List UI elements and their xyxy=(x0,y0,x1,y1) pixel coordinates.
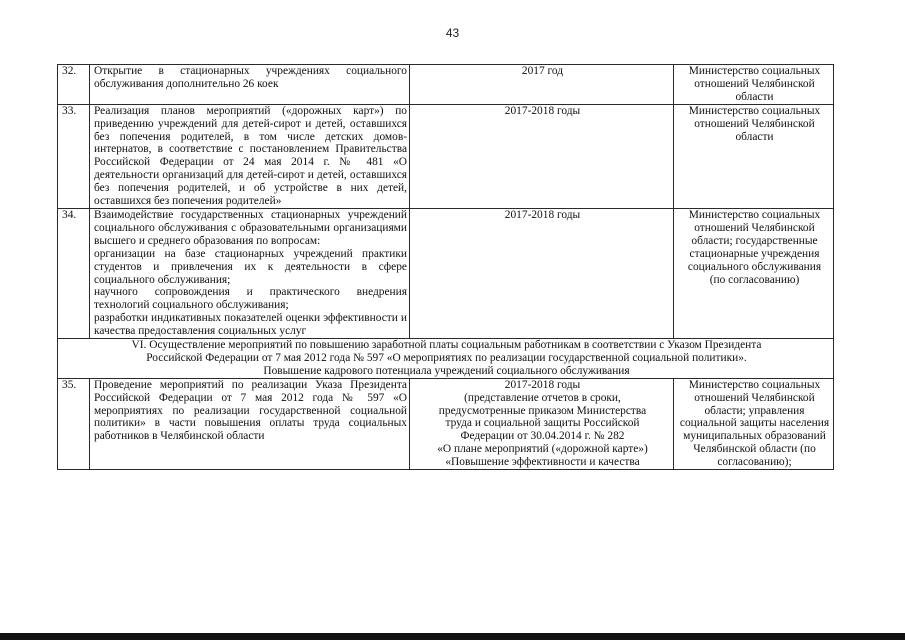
responsible-line: Министерство социальных xyxy=(688,378,821,391)
responsible-line: муниципальных образований xyxy=(683,430,826,443)
responsible-line: Министерство социальных xyxy=(688,208,821,221)
responsible-line: отношений Челябинской xyxy=(694,117,815,130)
row-number: 32. xyxy=(58,65,90,105)
responsible-cell xyxy=(674,104,834,208)
section-header xyxy=(58,339,834,379)
row-number: 34. xyxy=(58,208,90,338)
activity-cell xyxy=(90,208,410,338)
term-cell xyxy=(410,208,674,338)
term-line: 2017-2018 годы xyxy=(504,208,581,221)
section-title-line: Российской Федерации от 7 мая 2012 года № 597 «О мероприятиях по реализации государственной социальной политики». xyxy=(146,351,747,364)
responsible-line: социального обслуживания xyxy=(687,260,822,273)
term-line: «Повышение эффективности и качества xyxy=(445,456,640,469)
responsible-line: социальной защиты населения xyxy=(679,417,830,430)
activity-cell: Реализация планов мероприятий («дорожных карт») по приведению учреждений для детей-сирот и детей, оставшихся без попечения родителей, в том числе детских домов-интернатов, в соответствие с постановлением Правительства Российской Федерации от 24 мая 2014 г. № 481 «О деятельности организаций для детей-сирот и детей, оставшихся без попечения родителей, и об устройстве в них детей, оставшихся без попечения родителей» xyxy=(90,104,410,208)
term-line: Федерации от 30.04.2014 г. № 282 xyxy=(460,430,625,443)
activity-cell: Проведение мероприятий по реализации Указа Президента Российской Федерации от 7 мая 2012 года № 597 «О мероприятиях по реализации государственной социальной политики» в части повышения оплаты труда социальных работников в Челябинской области xyxy=(90,378,410,469)
responsible-line: Челябинской области (по xyxy=(693,443,816,456)
responsible-line: области xyxy=(735,90,774,103)
activity-paragraph: Взаимодействие государственных стационарных учреждений социального обслуживания с образовательными организациями высшего и среднего образования по вопросам: xyxy=(94,208,407,247)
term-line: труда и социальной защиты Российской xyxy=(445,417,640,430)
table-row xyxy=(58,208,834,338)
activity-paragraph: организации на базе стационарных учреждений практики студентов и привлечения их к деятельности в сфере социального обслуживания; xyxy=(94,247,407,286)
responsible-line: Министерство социальных xyxy=(688,104,821,117)
responsible-line: (по согласованию) xyxy=(709,273,800,286)
term-line: 2017-2018 годы xyxy=(504,104,581,117)
activity-cell: Открытие в стационарных учреждениях социального обслуживания дополнительно 26 коек xyxy=(90,65,410,105)
term-line: 2017 год xyxy=(521,65,564,77)
term-line: (представление отчетов в сроки, xyxy=(464,391,621,404)
responsible-line: области xyxy=(735,130,774,143)
responsible-cell xyxy=(674,378,834,469)
term-cell xyxy=(410,378,674,469)
responsible-cell xyxy=(674,65,834,105)
measures-table xyxy=(57,64,834,470)
term-line: 2017-2018 годы xyxy=(504,378,581,391)
responsible-line: отношений Челябинской xyxy=(694,391,815,404)
term-line: предусмотренные приказом Министерства xyxy=(438,404,647,417)
row-number: 33. xyxy=(58,104,90,208)
responsible-line: Министерство социальных xyxy=(688,65,821,77)
term-cell xyxy=(410,104,674,208)
responsible-line: области; государственные xyxy=(691,234,818,247)
activity-paragraph: научного сопровождения и практического внедрения технологий социального обслуживания; xyxy=(94,286,407,312)
responsible-line: области; управления xyxy=(704,404,805,417)
activity-paragraph: разработки индикативных показателей оценки эффективности и качества предоставления социальных услуг xyxy=(94,312,407,338)
table-row xyxy=(58,65,834,105)
page-number: 43 xyxy=(445,26,460,40)
responsible-line: отношений Челябинской xyxy=(694,221,815,234)
section-title-line: VI. Осуществление мероприятий по повышению заработной платы социальным работникам в соответствии с Указом Президента xyxy=(131,339,762,352)
responsible-line: стационарные учреждения xyxy=(689,247,820,260)
term-line: «О плане мероприятий («дорожной карте») xyxy=(437,443,648,456)
responsible-line: согласованию); xyxy=(717,456,792,469)
row-number: 35. xyxy=(58,378,90,469)
scan-bottom-edge xyxy=(0,633,905,640)
table-row xyxy=(58,104,834,208)
term-cell xyxy=(410,65,674,105)
responsible-line: отношений Челябинской xyxy=(694,77,815,90)
section-header-row xyxy=(58,339,834,379)
responsible-cell xyxy=(674,208,834,338)
section-title-line: Повышение кадрового потенциала учреждений социального обслуживания xyxy=(263,364,630,377)
table-row xyxy=(58,378,834,469)
